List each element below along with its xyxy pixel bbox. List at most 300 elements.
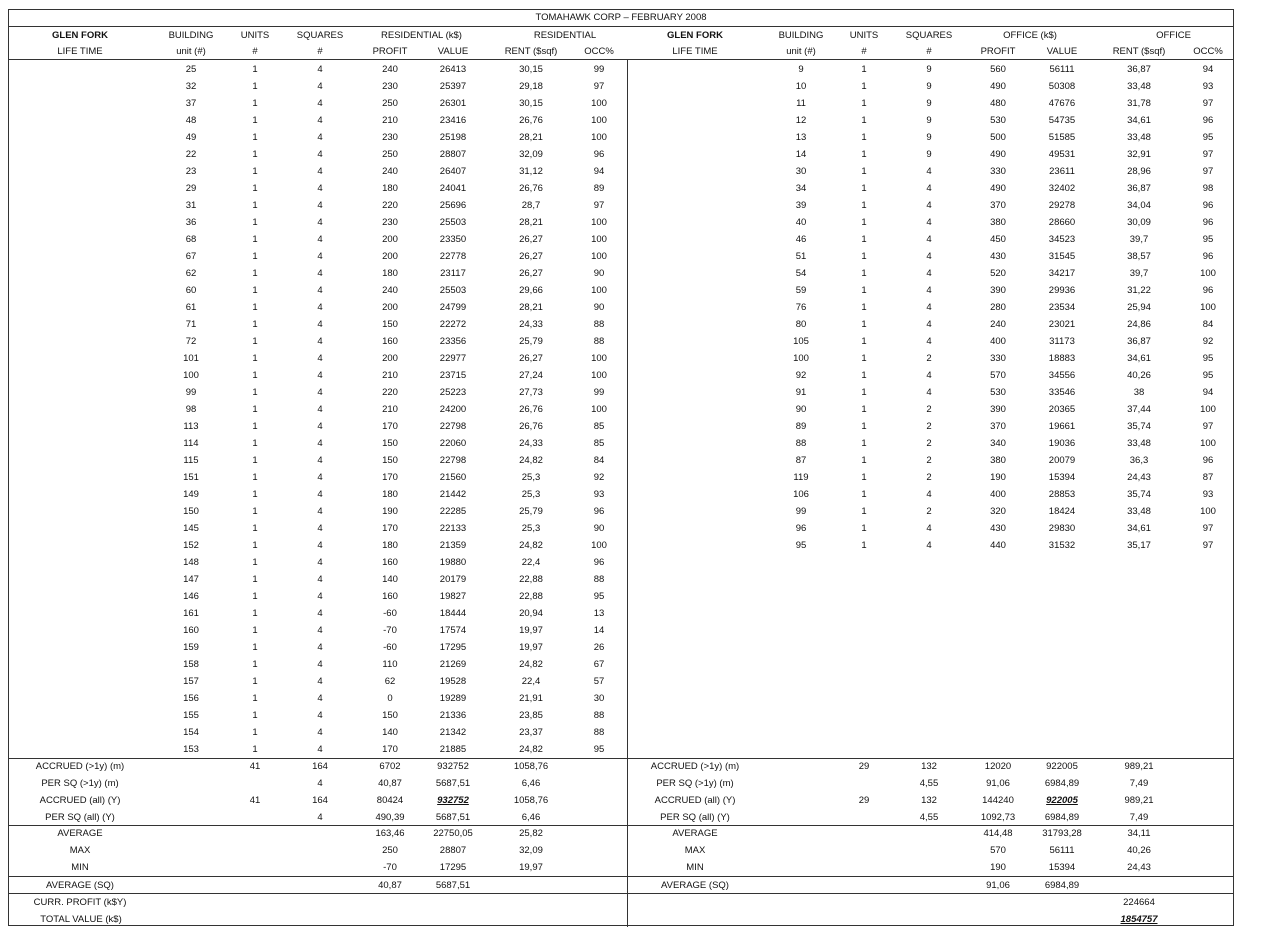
table-cell: 160: [382, 336, 398, 347]
stat-value: 15394: [1048, 862, 1076, 873]
table-cell: 62: [185, 268, 197, 279]
table-cell: 24200: [439, 404, 467, 415]
table-cell: 200: [382, 353, 398, 364]
table-cell: 4: [926, 523, 932, 534]
divider: [9, 758, 1233, 759]
table-cell: 27,24: [519, 370, 543, 381]
table-cell: 95: [1202, 353, 1214, 364]
table-cell: 96: [1202, 115, 1214, 126]
table-cell: 97: [1202, 523, 1214, 534]
table-cell: 220: [382, 387, 398, 398]
table-cell: 49: [185, 132, 197, 143]
table-cell: 1: [861, 455, 867, 466]
table-cell: 59: [795, 285, 807, 296]
summary-value: 922005: [1046, 795, 1078, 806]
table-cell: 4: [317, 744, 323, 755]
avg-sq-label: AVERAGE (SQ): [661, 880, 729, 891]
table-cell: 4: [926, 370, 932, 381]
table-cell: 90: [593, 268, 605, 279]
right-header-2: UNITS: [849, 30, 879, 41]
table-cell: 38: [1133, 387, 1145, 398]
table-cell: 1: [861, 149, 867, 160]
table-cell: 1: [252, 353, 258, 364]
summary-value: 6984,89: [1044, 778, 1080, 789]
table-cell: 49531: [1048, 149, 1076, 160]
table-cell: 95: [1202, 234, 1214, 245]
table-cell: 14: [795, 149, 807, 160]
table-cell: 2: [926, 421, 932, 432]
summary-label: ACCRUED (>1y) (m): [650, 761, 740, 772]
table-cell: 100: [1200, 302, 1216, 313]
table-cell: 4: [317, 132, 323, 143]
table-cell: 1: [861, 285, 867, 296]
table-cell: 1: [861, 251, 867, 262]
table-cell: 100: [793, 353, 809, 364]
table-cell: 24799: [439, 302, 467, 313]
table-cell: 95: [795, 540, 807, 551]
table-cell: 26,27: [519, 234, 543, 245]
right-subheader-4: PROFIT: [980, 46, 1016, 57]
table-cell: 1: [252, 149, 258, 160]
divider: [9, 59, 1233, 60]
table-cell: 35,74: [1127, 489, 1151, 500]
table-cell: 1: [861, 234, 867, 245]
table-cell: 106: [793, 489, 809, 500]
table-cell: 93: [1202, 489, 1214, 500]
table-cell: 85: [593, 421, 605, 432]
table-cell: 24,86: [1127, 319, 1151, 330]
table-cell: 60: [185, 285, 197, 296]
table-cell: 1: [861, 540, 867, 551]
left-subheader-0: LIFE TIME: [57, 46, 103, 57]
table-cell: 230: [382, 81, 398, 92]
table-cell: 39: [795, 200, 807, 211]
table-cell: 36,87: [1127, 336, 1151, 347]
table-cell: 22133: [439, 523, 467, 534]
table-cell: 29278: [1048, 200, 1076, 211]
table-cell: 1: [861, 370, 867, 381]
table-cell: 1: [861, 200, 867, 211]
left-header-5: RESIDENTIAL: [533, 30, 597, 41]
avg-sq-profit: 91,06: [986, 880, 1010, 891]
summary-profit: 490,39: [375, 812, 405, 823]
table-cell: 4: [317, 166, 323, 177]
left-subheader-6: RENT ($sqf): [504, 46, 558, 57]
table-cell: 2: [926, 404, 932, 415]
table-cell: 490: [990, 149, 1006, 160]
table-cell: 1: [861, 506, 867, 517]
summary-value: 922005: [1046, 761, 1078, 772]
table-cell: 1: [252, 166, 258, 177]
table-cell: 4: [317, 217, 323, 228]
table-cell: 153: [183, 744, 199, 755]
right-subheader-2: #: [861, 46, 867, 57]
table-cell: 145: [183, 523, 199, 534]
table-cell: 22977: [439, 353, 467, 364]
table-cell: 26301: [439, 98, 467, 109]
table-cell: 2: [926, 506, 932, 517]
table-cell: 31,78: [1127, 98, 1151, 109]
table-cell: 25,94: [1127, 302, 1151, 313]
table-cell: 33,48: [1127, 81, 1151, 92]
table-cell: 22798: [439, 421, 467, 432]
table-cell: 35,17: [1127, 540, 1151, 551]
stat-rent: 40,26: [1127, 845, 1151, 856]
stat-label: AVERAGE: [672, 828, 718, 839]
table-cell: 1: [252, 217, 258, 228]
table-cell: 100: [591, 132, 607, 143]
summary-label: PER SQ (all) (Y): [45, 812, 115, 823]
table-cell: 150: [382, 319, 398, 330]
table-cell: 13: [795, 132, 807, 143]
table-cell: 4: [317, 608, 323, 619]
table-cell: 90: [593, 302, 605, 313]
table-cell: 90: [795, 404, 807, 415]
table-cell: 4: [317, 455, 323, 466]
table-cell: 4: [317, 693, 323, 704]
table-cell: 4: [317, 149, 323, 160]
table-cell: 1: [861, 217, 867, 228]
table-cell: 1: [252, 540, 258, 551]
table-cell: 4: [317, 285, 323, 296]
table-cell: 115: [183, 455, 199, 466]
stat-profit: 163,46: [375, 828, 405, 839]
table-cell: 21336: [439, 710, 467, 721]
table-cell: 34: [795, 183, 807, 194]
table-cell: 1: [861, 404, 867, 415]
table-cell: 1: [252, 81, 258, 92]
table-cell: 430: [990, 523, 1006, 534]
table-cell: 157: [183, 676, 199, 687]
table-cell: 4: [926, 200, 932, 211]
table-cell: 32,91: [1127, 149, 1151, 160]
table-cell: 17295: [439, 642, 467, 653]
table-cell: 1: [252, 608, 258, 619]
table-cell: 100: [591, 234, 607, 245]
table-cell: 4: [317, 642, 323, 653]
table-cell: 1: [252, 710, 258, 721]
table-cell: 1: [252, 64, 258, 75]
table-cell: 240: [990, 319, 1006, 330]
table-cell: 1: [861, 336, 867, 347]
table-cell: 4: [317, 115, 323, 126]
table-cell: 1: [252, 523, 258, 534]
table-cell: 18883: [1048, 353, 1076, 364]
table-cell: 240: [382, 64, 398, 75]
table-cell: 180: [382, 268, 398, 279]
table-cell: 21269: [439, 659, 467, 670]
table-cell: 100: [183, 370, 199, 381]
table-cell: 28807: [439, 149, 467, 160]
avg-sq-value: 5687,51: [435, 880, 471, 891]
table-cell: 4: [317, 421, 323, 432]
table-cell: 96: [1202, 285, 1214, 296]
table-cell: 20179: [439, 574, 467, 585]
table-cell: 25223: [439, 387, 467, 398]
table-cell: 400: [990, 489, 1006, 500]
table-cell: 34,61: [1127, 115, 1151, 126]
table-cell: 4: [317, 574, 323, 585]
table-cell: 2: [926, 455, 932, 466]
table-cell: 1: [861, 132, 867, 143]
table-cell: 26,76: [519, 183, 543, 194]
summary-label: PER SQ (>1y) (m): [656, 778, 734, 789]
stat-value: 22750,05: [433, 828, 473, 839]
table-cell: 21359: [439, 540, 467, 551]
table-cell: 160: [183, 625, 199, 636]
table-cell: 95: [593, 744, 605, 755]
table-cell: 490: [990, 81, 1006, 92]
summary-squares: 164: [312, 795, 328, 806]
table-cell: 390: [990, 285, 1006, 296]
table-cell: 98: [185, 404, 197, 415]
table-cell: 19880: [439, 557, 467, 568]
table-cell: 87: [1202, 472, 1214, 483]
table-cell: 340: [990, 438, 1006, 449]
table-cell: 560: [990, 64, 1006, 75]
left-subheader-4: PROFIT: [372, 46, 408, 57]
table-cell: 28,21: [519, 217, 543, 228]
table-cell: 96: [795, 523, 807, 534]
table-cell: 320: [990, 506, 1006, 517]
table-cell: 1: [252, 574, 258, 585]
table-cell: 146: [183, 591, 199, 602]
summary-profit: 80424: [376, 795, 404, 806]
table-cell: 30: [795, 166, 807, 177]
table-cell: 1: [252, 727, 258, 738]
stat-label: MAX: [684, 845, 706, 856]
table-cell: 1: [861, 421, 867, 432]
table-cell: 90: [593, 523, 605, 534]
table-cell: 4: [926, 183, 932, 194]
table-cell: 89: [795, 421, 807, 432]
table-cell: 400: [990, 336, 1006, 347]
table-cell: 200: [382, 302, 398, 313]
table-cell: 1: [252, 438, 258, 449]
table-cell: 9: [926, 64, 932, 75]
table-cell: 47676: [1048, 98, 1076, 109]
right-header-1: BUILDING: [778, 30, 824, 41]
table-cell: 105: [793, 336, 809, 347]
stat-value: 28807: [439, 845, 467, 856]
table-cell: 21560: [439, 472, 467, 483]
table-cell: 1: [252, 132, 258, 143]
summary-squares: 4,55: [919, 812, 939, 823]
table-cell: 97: [1202, 421, 1214, 432]
table-cell: 76: [795, 302, 807, 313]
table-cell: 48: [185, 115, 197, 126]
table-cell: 87: [795, 455, 807, 466]
table-cell: 32: [185, 81, 197, 92]
table-cell: 12: [795, 115, 807, 126]
table-cell: 36,87: [1127, 64, 1151, 75]
table-cell: 99: [795, 506, 807, 517]
table-cell: 33,48: [1127, 132, 1151, 143]
table-cell: 1: [861, 302, 867, 313]
table-cell: 4: [317, 472, 323, 483]
table-cell: 4: [317, 251, 323, 262]
table-cell: 4: [317, 659, 323, 670]
table-cell: 150: [382, 455, 398, 466]
table-cell: 88: [593, 336, 605, 347]
summary-profit: 144240: [982, 795, 1014, 806]
right-header-0: GLEN FORK: [667, 30, 723, 41]
table-cell: 1: [861, 353, 867, 364]
table-cell: 1: [252, 489, 258, 500]
table-cell: 23,37: [519, 727, 543, 738]
table-cell: 67: [593, 659, 605, 670]
table-cell: 1: [252, 200, 258, 211]
table-cell: 1: [252, 336, 258, 347]
table-cell: 200: [382, 251, 398, 262]
table-cell: 31545: [1048, 251, 1076, 262]
table-cell: 156: [183, 693, 199, 704]
table-cell: 9: [926, 98, 932, 109]
table-cell: 97: [1202, 166, 1214, 177]
table-cell: 23611: [1049, 166, 1075, 177]
table-cell: 19036: [1048, 438, 1076, 449]
table-cell: 154: [183, 727, 199, 738]
table-cell: 140: [382, 574, 398, 585]
table-cell: 32,09: [519, 149, 543, 160]
summary-rent: 6,46: [521, 812, 541, 823]
table-cell: 34556: [1048, 370, 1076, 381]
table-cell: 19,97: [519, 642, 543, 653]
table-cell: 22,4: [521, 557, 541, 568]
summary-units: 41: [249, 761, 261, 772]
table-cell: 33,48: [1127, 506, 1151, 517]
avg-sq-value: 6984,89: [1044, 880, 1080, 891]
table-cell: 25503: [439, 285, 467, 296]
table-cell: 1: [861, 81, 867, 92]
table-cell: 10: [795, 81, 807, 92]
table-cell: 54735: [1048, 115, 1076, 126]
summary-squares: 164: [312, 761, 328, 772]
table-cell: 9: [926, 149, 932, 160]
table-cell: 1: [252, 625, 258, 636]
table-cell: 20079: [1048, 455, 1076, 466]
table-cell: 13: [593, 608, 605, 619]
table-cell: 4: [317, 98, 323, 109]
table-cell: 159: [183, 642, 199, 653]
table-cell: 93: [593, 489, 605, 500]
table-cell: 100: [591, 540, 607, 551]
table-cell: 30,15: [519, 64, 543, 75]
table-cell: 370: [990, 200, 1006, 211]
stat-value: 31793,28: [1042, 828, 1082, 839]
table-cell: 92: [593, 472, 605, 483]
table-cell: 96: [593, 149, 605, 160]
table-cell: 114: [183, 438, 199, 449]
table-cell: 210: [382, 404, 398, 415]
table-cell: 96: [593, 506, 605, 517]
table-cell: 30: [593, 693, 605, 704]
table-cell: 25503: [439, 217, 467, 228]
table-cell: 430: [990, 251, 1006, 262]
table-cell: 250: [382, 149, 398, 160]
table-cell: 28,21: [519, 132, 543, 143]
table-cell: 28,7: [521, 200, 541, 211]
table-cell: 25,3: [521, 472, 541, 483]
table-cell: 23117: [440, 268, 466, 279]
spreadsheet: [8, 9, 1234, 926]
table-cell: 210: [382, 370, 398, 381]
table-cell: 27,73: [519, 387, 543, 398]
table-cell: 84: [1202, 319, 1214, 330]
right-subheader-6: RENT ($sqf): [1112, 46, 1166, 57]
table-cell: 200: [382, 234, 398, 245]
table-cell: 4: [317, 353, 323, 364]
right-header-4: OFFICE (k$): [1003, 30, 1057, 41]
table-cell: 80: [795, 319, 807, 330]
table-cell: 1: [861, 472, 867, 483]
table-cell: 34217: [1048, 268, 1076, 279]
stat-value: 17295: [439, 862, 467, 873]
table-cell: 22: [185, 149, 197, 160]
table-cell: 34523: [1048, 234, 1076, 245]
table-cell: 29936: [1048, 285, 1076, 296]
table-cell: 4: [317, 540, 323, 551]
table-cell: 230: [382, 132, 398, 143]
table-cell: 26,76: [519, 421, 543, 432]
right-subheader-1: unit (#): [786, 46, 816, 57]
table-cell: 2: [926, 472, 932, 483]
table-cell: 100: [1200, 506, 1216, 517]
divider: [9, 26, 1233, 27]
table-cell: 40: [795, 217, 807, 228]
table-cell: 4: [317, 319, 323, 330]
table-cell: 96: [1202, 251, 1214, 262]
table-cell: 190: [990, 472, 1006, 483]
table-cell: 570: [990, 370, 1006, 381]
table-cell: 1: [252, 693, 258, 704]
table-cell: 1: [861, 98, 867, 109]
table-cell: 71: [185, 319, 197, 330]
table-cell: 150: [382, 710, 398, 721]
table-cell: 98: [1202, 183, 1214, 194]
table-cell: 9: [926, 115, 932, 126]
table-cell: 4: [317, 523, 323, 534]
table-cell: 19661: [1048, 421, 1076, 432]
divider: [9, 825, 1233, 826]
table-cell: 36,3: [1129, 455, 1149, 466]
stat-profit: 570: [990, 845, 1006, 856]
table-cell: 25198: [439, 132, 467, 143]
table-cell: 91: [795, 387, 807, 398]
table-cell: 46: [795, 234, 807, 245]
table-cell: 26,76: [519, 404, 543, 415]
right-subheader-7: OCC%: [1193, 46, 1223, 57]
table-cell: 149: [183, 489, 199, 500]
table-cell: 56111: [1049, 64, 1075, 75]
table-cell: 1: [252, 98, 258, 109]
table-cell: 37,44: [1127, 404, 1151, 415]
summary-squares: 4,55: [919, 778, 939, 789]
table-cell: 15394: [1048, 472, 1076, 483]
table-cell: 94: [1202, 64, 1214, 75]
table-cell: 96: [593, 557, 605, 568]
table-cell: 23: [185, 166, 197, 177]
total-value-label: TOTAL VALUE (k$): [40, 914, 122, 925]
summary-rent: 6,46: [521, 778, 541, 789]
table-cell: 1: [252, 268, 258, 279]
summary-label: ACCRUED (>1y) (m): [35, 761, 125, 772]
summary-value: 932752: [437, 795, 469, 806]
table-cell: 54: [795, 268, 807, 279]
table-cell: 150: [183, 506, 199, 517]
table-cell: 22,88: [519, 591, 543, 602]
summary-rent: 989,21: [1124, 761, 1154, 772]
